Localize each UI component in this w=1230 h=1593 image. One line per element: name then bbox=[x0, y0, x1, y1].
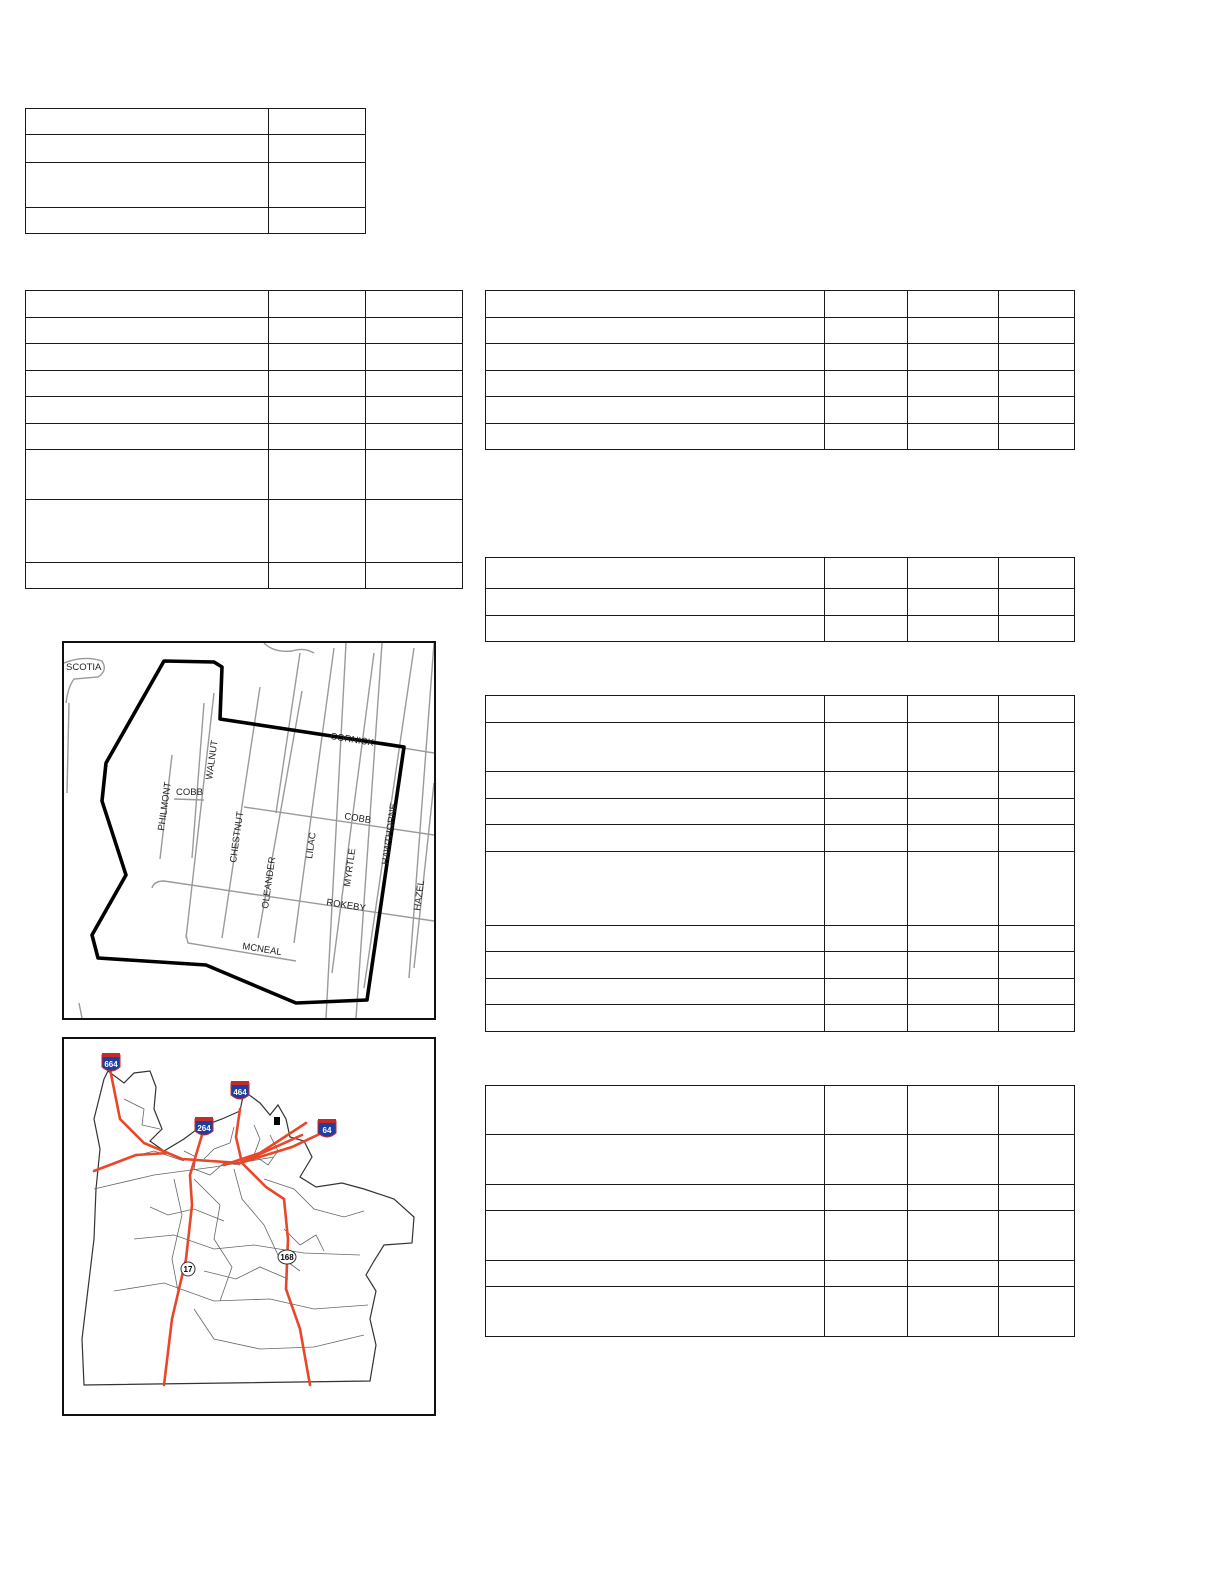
table-row bbox=[26, 109, 366, 135]
street-label-walnut: WALNUT bbox=[204, 739, 221, 781]
street-label-hawthorne: HAWTHORNE bbox=[380, 802, 400, 866]
street-label-cobb-west: COBB bbox=[176, 787, 203, 798]
table-row bbox=[26, 291, 463, 318]
table-row bbox=[26, 318, 463, 344]
table-row bbox=[486, 799, 1075, 825]
locator-map-graphic bbox=[64, 1039, 434, 1414]
table-row bbox=[486, 616, 1075, 642]
table-row bbox=[26, 563, 463, 589]
table-row bbox=[26, 344, 463, 371]
table-row bbox=[26, 500, 463, 563]
neighborhood-map bbox=[62, 641, 436, 1020]
svg-text:464: 464 bbox=[233, 1088, 247, 1097]
table-row bbox=[486, 1287, 1075, 1337]
table-row bbox=[486, 926, 1075, 952]
table-row bbox=[26, 450, 463, 500]
table-row bbox=[486, 1005, 1075, 1032]
table-row bbox=[486, 344, 1075, 371]
table-row bbox=[26, 135, 366, 163]
street-label-chestnut: CHESTNUT bbox=[228, 810, 247, 864]
table-row bbox=[486, 1261, 1075, 1287]
locator-map bbox=[62, 1037, 436, 1416]
street-label-myrtle: MYRTLE bbox=[342, 847, 359, 888]
table-row bbox=[486, 318, 1075, 344]
i464-shield-icon bbox=[231, 1081, 249, 1099]
table-row bbox=[486, 772, 1075, 799]
demographics-table bbox=[25, 290, 463, 589]
housing-table bbox=[485, 290, 1075, 450]
street-label-cobb-east: COBB bbox=[343, 811, 372, 827]
table-row bbox=[486, 852, 1075, 926]
street-label-lilac: LILAC bbox=[304, 831, 319, 860]
table-row bbox=[486, 696, 1075, 723]
education-table bbox=[485, 695, 1075, 1032]
svg-text:168: 168 bbox=[280, 1253, 294, 1262]
table-row bbox=[26, 424, 463, 450]
i264-shield-icon bbox=[195, 1117, 213, 1135]
neighborhood-map-graphic bbox=[64, 643, 434, 1018]
svg-text:64: 64 bbox=[322, 1126, 332, 1135]
table-row bbox=[26, 371, 463, 397]
svg-text:664: 664 bbox=[104, 1060, 118, 1069]
table-row bbox=[486, 424, 1075, 450]
table-row bbox=[486, 979, 1075, 1005]
street-label-oleander: OLEANDER bbox=[260, 856, 279, 910]
i664-shield-icon bbox=[102, 1053, 120, 1071]
svg-text:17: 17 bbox=[183, 1265, 193, 1274]
table-row bbox=[486, 952, 1075, 979]
street-label-scotia: SCOTIA bbox=[66, 662, 102, 673]
street-label-mcneal: MCNEAL bbox=[241, 941, 283, 959]
table-row bbox=[486, 291, 1075, 318]
table-row bbox=[486, 1185, 1075, 1211]
table-row bbox=[486, 825, 1075, 852]
table-row bbox=[26, 397, 463, 424]
table-row bbox=[486, 397, 1075, 424]
i64-shield-icon bbox=[318, 1119, 336, 1137]
table-row bbox=[486, 589, 1075, 616]
street-label-philmont: PHILMONT bbox=[156, 781, 174, 832]
table-row bbox=[486, 1135, 1075, 1185]
employment-table bbox=[485, 1085, 1075, 1337]
neighborhood-marker bbox=[274, 1117, 280, 1125]
table-row bbox=[486, 723, 1075, 772]
table-row bbox=[486, 1086, 1075, 1135]
table-row bbox=[486, 371, 1075, 397]
table-row bbox=[486, 1211, 1075, 1261]
table-row bbox=[26, 163, 366, 208]
route-17-marker-icon bbox=[181, 1262, 195, 1276]
street-label-rokeby: ROKEBY bbox=[325, 897, 367, 915]
street-label-hazel: HAZEL bbox=[412, 879, 428, 912]
income-table bbox=[485, 557, 1075, 642]
route-168-marker-icon bbox=[278, 1250, 296, 1264]
summary-table bbox=[25, 108, 366, 234]
table-row bbox=[26, 208, 366, 234]
svg-text:264: 264 bbox=[197, 1124, 211, 1133]
table-row bbox=[486, 558, 1075, 589]
street-label-cornick: CORNICK bbox=[329, 731, 375, 749]
